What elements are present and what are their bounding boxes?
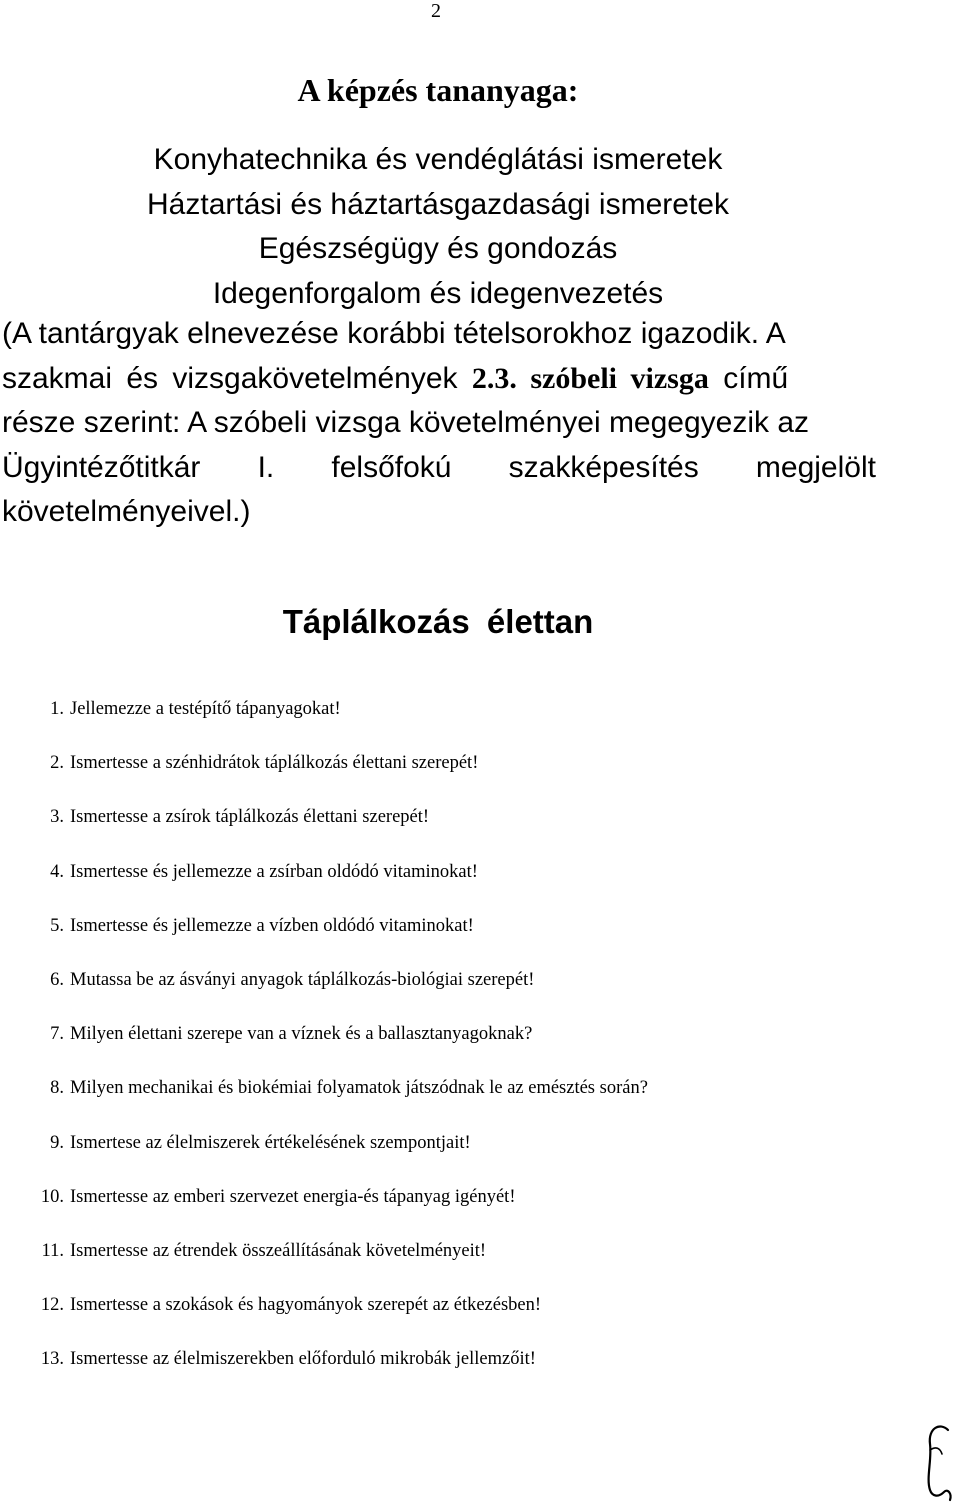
question-number: 5. bbox=[50, 915, 64, 936]
question-text: Milyen élettani szerepe van a víznek és a ballasztanyagoknak? bbox=[70, 1024, 533, 1045]
note-word: felsőfokú bbox=[331, 450, 452, 484]
note-text: szakmai és vizsgakövetelmények bbox=[2, 361, 472, 395]
question-text: Mutassa be az ásványi anyagok táplálkozás-biológiai szerepét! bbox=[70, 969, 535, 990]
note-line bbox=[2, 312, 876, 357]
page-number: 2 bbox=[431, 0, 441, 22]
note-word: Ügyintézőtitkár bbox=[2, 450, 201, 484]
note-text: része szerint: A szóbeli vizsga követelményei megegyezik az bbox=[2, 406, 810, 439]
question-list bbox=[0, 697, 900, 1401]
question-text: Jellemezze a testépítő tápanyagokat! bbox=[70, 699, 341, 719]
question-text: Ismertesse és jellemezze a vízben oldódó vitaminokat! bbox=[70, 915, 474, 936]
note-word: I. bbox=[257, 450, 275, 484]
note-line bbox=[2, 357, 876, 402]
note-word: megjelölt bbox=[755, 450, 876, 484]
question-item bbox=[0, 805, 900, 859]
question-number: 8. bbox=[50, 1078, 64, 1099]
note-line bbox=[2, 401, 876, 446]
question-item bbox=[0, 1131, 900, 1185]
question-item bbox=[0, 1185, 900, 1239]
question-text: Ismertesse a zsírok táplálkozás élettani szerepét! bbox=[70, 807, 430, 828]
question-item bbox=[0, 751, 900, 805]
question-text: Ismertesse az élelmiszerekben előforduló mikrobák jellemzőit! bbox=[70, 1349, 536, 1370]
question-item bbox=[0, 1022, 900, 1076]
question-number: 7. bbox=[50, 1024, 64, 1045]
main-title: A képzés tananyaga: bbox=[297, 72, 579, 108]
question-number: 4. bbox=[50, 861, 64, 882]
question-item bbox=[0, 1293, 900, 1347]
subject-item: Háztartási és háztartásgazdasági ismeretek bbox=[147, 187, 729, 221]
question-item bbox=[0, 1347, 900, 1401]
handwritten-initial-icon bbox=[918, 1420, 958, 1502]
question-number: 3. bbox=[50, 807, 64, 828]
question-item bbox=[0, 1076, 900, 1130]
subject-item: Egészségügy és gondozás bbox=[258, 232, 618, 265]
note-text: követelményeivel.) bbox=[2, 495, 251, 528]
question-text: Ismertesse a szokások és hagyományok szerepét az étkezésben! bbox=[70, 1295, 542, 1316]
note-text: című bbox=[708, 361, 789, 395]
question-item bbox=[0, 914, 900, 968]
question-text: Milyen mechanikai és biokémiai folyamatok játszódnak le az emésztés során? bbox=[70, 1078, 648, 1099]
question-item bbox=[0, 968, 900, 1022]
question-number: 2. bbox=[50, 753, 64, 774]
subject-note-paragraph bbox=[2, 312, 876, 535]
subject-item: Idegenforgalom és idegenvezetés bbox=[212, 276, 664, 310]
question-number: 12. bbox=[40, 1295, 64, 1316]
question-number: 6. bbox=[50, 969, 64, 990]
question-item bbox=[0, 1239, 900, 1293]
question-text: Ismertese az élelmiszerek értékelésének szempontjait! bbox=[70, 1132, 471, 1153]
note-line bbox=[2, 490, 876, 535]
question-item bbox=[0, 697, 900, 751]
question-number: 9. bbox=[50, 1132, 64, 1153]
subject-item: Konyhatechnika és vendéglátási ismeretek bbox=[153, 143, 723, 176]
question-text: Ismertesse az emberi szervezet energia-és tápanyag igényét! bbox=[70, 1186, 516, 1207]
question-number: 13. bbox=[40, 1349, 64, 1370]
question-number: 10. bbox=[40, 1186, 64, 1207]
note-text: (A tantárgyak elnevezése korábbi tételsorokhoz igazodik. A bbox=[2, 317, 786, 350]
note-line bbox=[2, 446, 876, 491]
question-text: Ismertesse a szénhidrátok táplálkozás élettani szerepét! bbox=[70, 753, 479, 774]
question-number: 1. bbox=[50, 699, 64, 719]
question-item bbox=[0, 860, 900, 914]
note-bold-reference: 2.3. szóbeli vizsga bbox=[471, 361, 709, 395]
question-text: Ismertesse és jellemezze a zsírban oldódó vitaminokat! bbox=[70, 861, 478, 882]
note-word: szakképesítés bbox=[508, 450, 699, 484]
question-text: Ismertesse az étrendek összeállításának követelményeit! bbox=[70, 1240, 487, 1261]
section-title: Táplálkozás élettan bbox=[282, 603, 594, 640]
question-number: 11. bbox=[41, 1240, 64, 1261]
subject-list bbox=[0, 138, 876, 316]
